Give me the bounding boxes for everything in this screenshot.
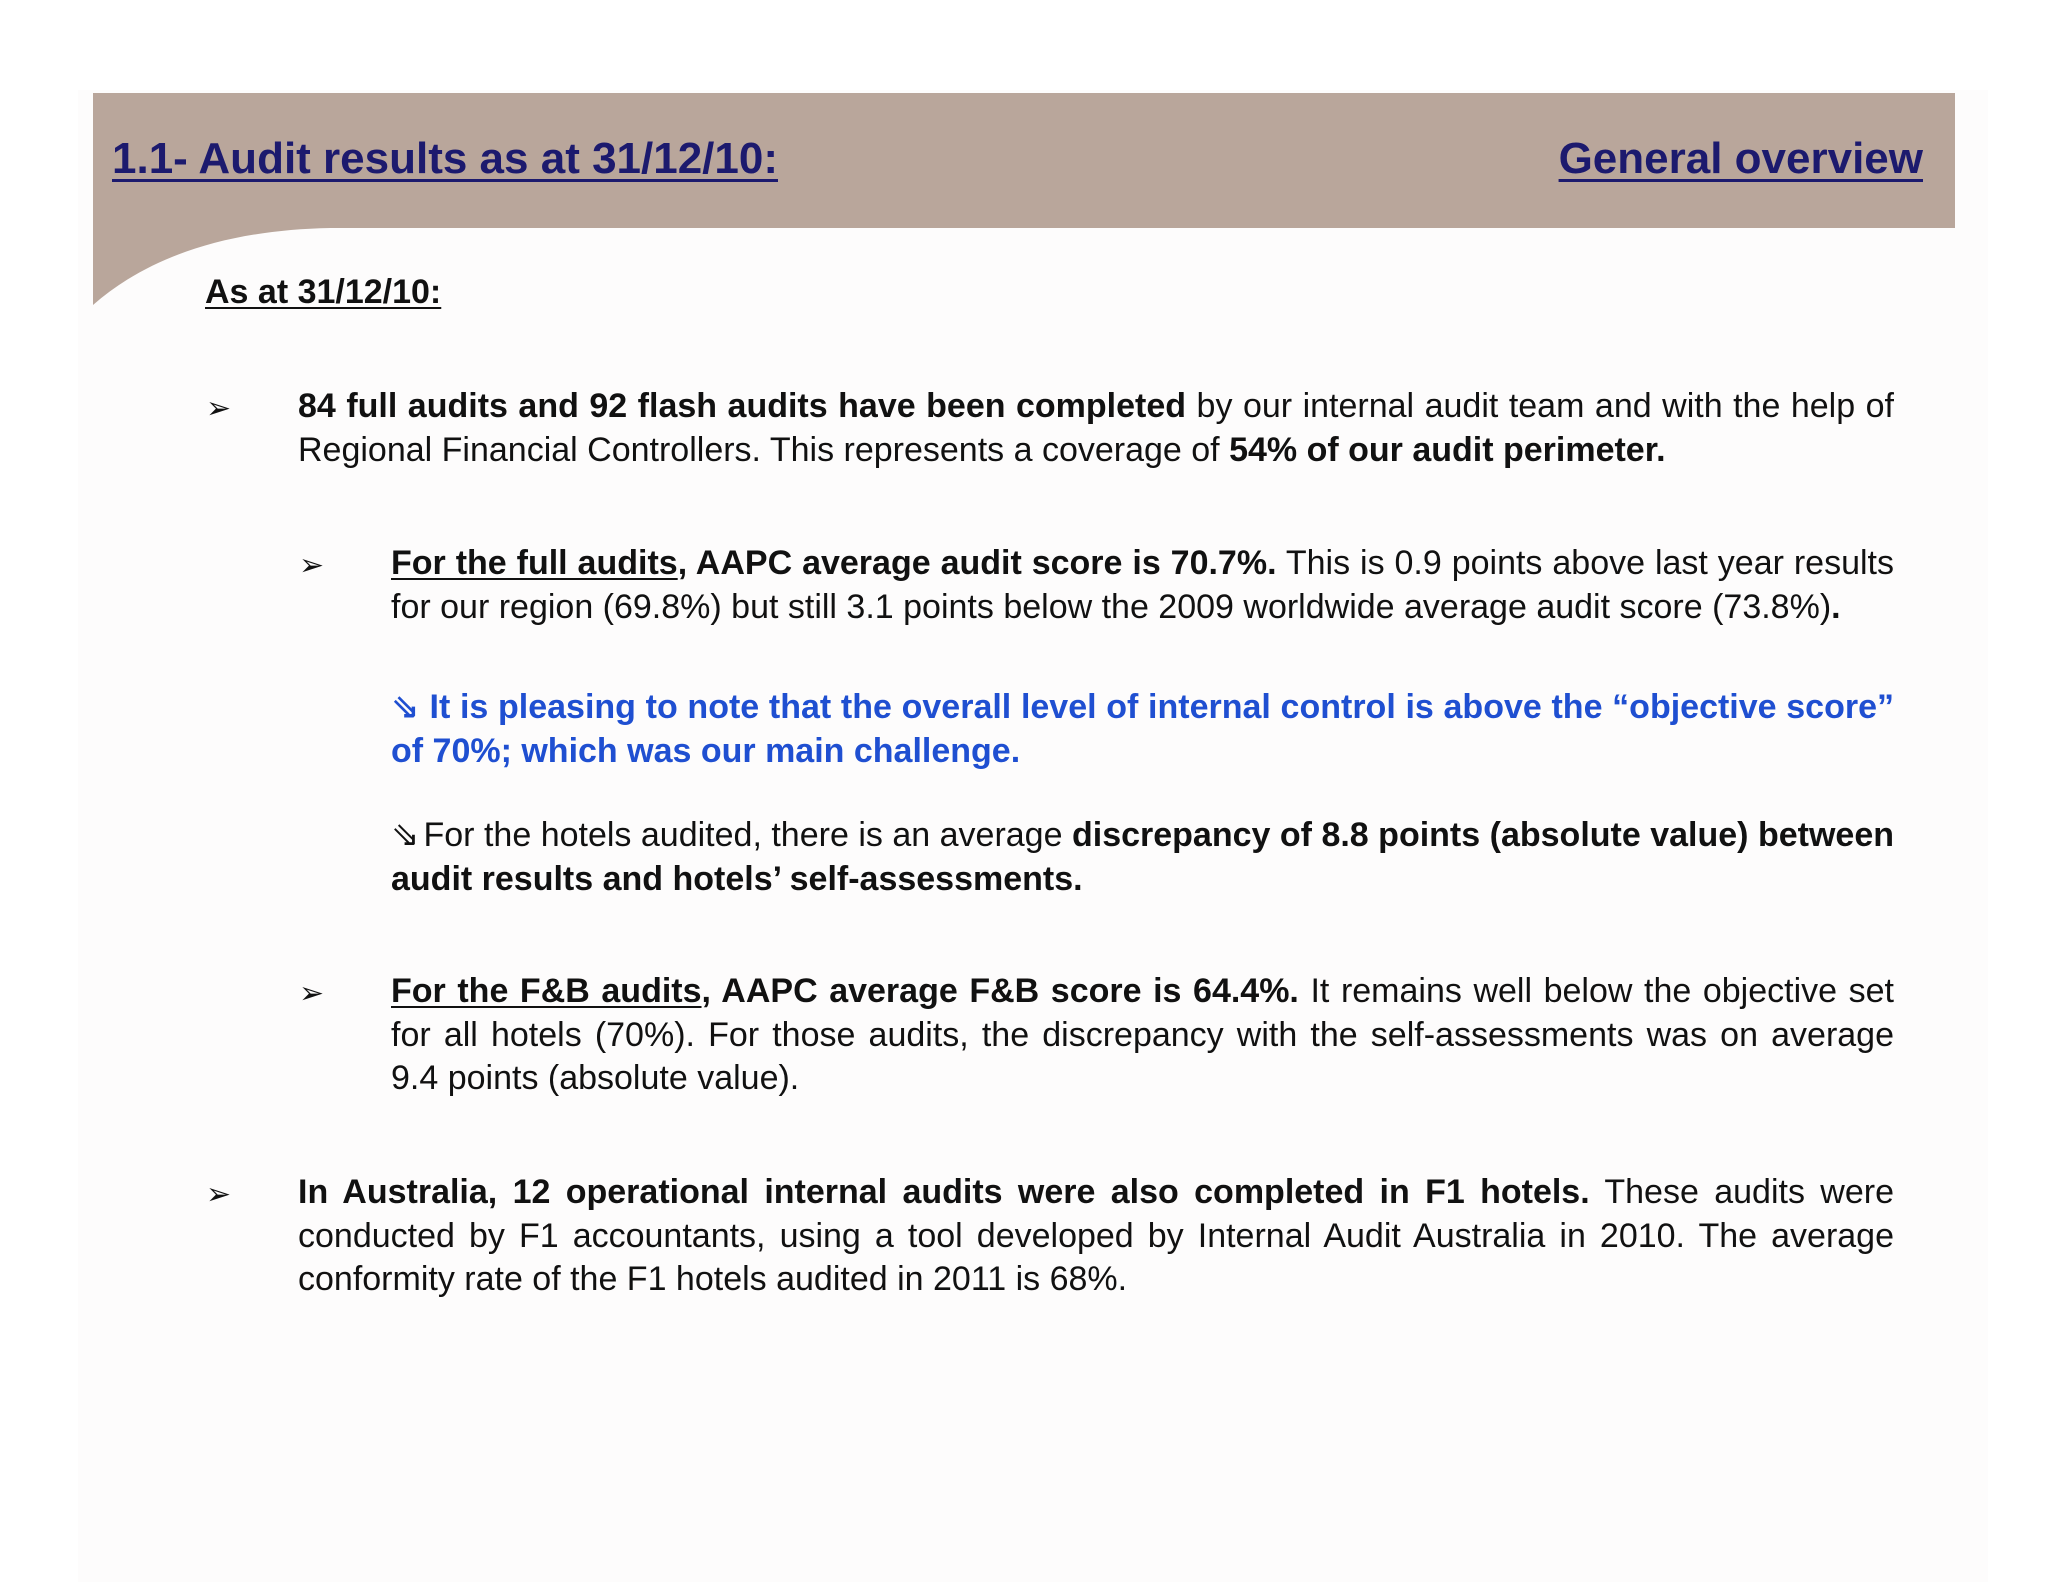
- sub1-underline: For the full audits: [391, 544, 678, 582]
- sub-bullet-full-audits: [391, 542, 1894, 629]
- note-objective-score: [391, 686, 1894, 773]
- bullet2-text: These audits were conducted by F1 accountants, using a tool developed by Internal Audit Australia in 2010. The average conformity rate of the F1 hotels audited in 2011 is 68%.: [298, 1173, 1894, 1298]
- date-heading: As at 31/12/10:: [205, 273, 442, 311]
- note-discrepancy: [391, 814, 1894, 901]
- sub2-text: It remains well below the objective set for all hotels (70%). For those audits, the discrepancy with the self-assessments was on average 9.4 points (absolute value).: [391, 972, 1894, 1097]
- bullet1-text-a: by our internal audit team and with the help of Regional Financial Controllers. This represents a coverage of: [298, 387, 1894, 469]
- page-title: 1.1- Audit results as at 31/12/10:: [112, 134, 778, 183]
- sub-bullet-fb-audits: [391, 970, 1894, 1101]
- bullet-audits-completed: [298, 385, 1894, 472]
- bullet-australia-audits: [298, 1171, 1894, 1302]
- note1-text: It is pleasing to note that the overall level of internal control is above the “objective score” of 70%; which was our main challenge.: [391, 688, 1894, 770]
- sub1-text: This is 0.9 points above last year results for our region (69.8%) but still 3.1 points below the 2009 worldwide average audit score (73.8%): [391, 544, 1895, 626]
- hooked-arrow-icon: ⇘: [391, 688, 420, 726]
- sub1-bold: , AAPC average audit score is 70.7%.: [677, 544, 1277, 582]
- arrowhead-bullet-icon: ➢: [206, 1178, 232, 1211]
- bullet2-bold: In Australia, 12 operational internal audits were also completed in F1 hotels.: [298, 1173, 1590, 1211]
- arrowhead-bullet-icon: ➢: [299, 549, 325, 582]
- section-title: General overview: [1558, 134, 1923, 183]
- note2-bold: discrepancy of 8.8 points (absolute value) between audit results and hotels’ self-assessments.: [391, 816, 1894, 898]
- hooked-arrow-icon: ⇘: [391, 816, 420, 854]
- sub2-bold: , AAPC average F&B score is 64.4%.: [701, 972, 1299, 1010]
- sub1-end: .: [1831, 587, 1841, 626]
- bullet1-bold-b: 54% of our audit perimeter.: [1229, 430, 1666, 469]
- sub2-underline: For the F&B audits: [391, 972, 702, 1010]
- arrowhead-bullet-icon: ➢: [299, 977, 325, 1010]
- note2-text: For the hotels audited, there is an average: [423, 816, 1072, 854]
- arrowhead-bullet-icon: ➢: [206, 392, 232, 425]
- bullet1-bold-a: 84 full audits and 92 flash audits have been completed: [298, 387, 1187, 425]
